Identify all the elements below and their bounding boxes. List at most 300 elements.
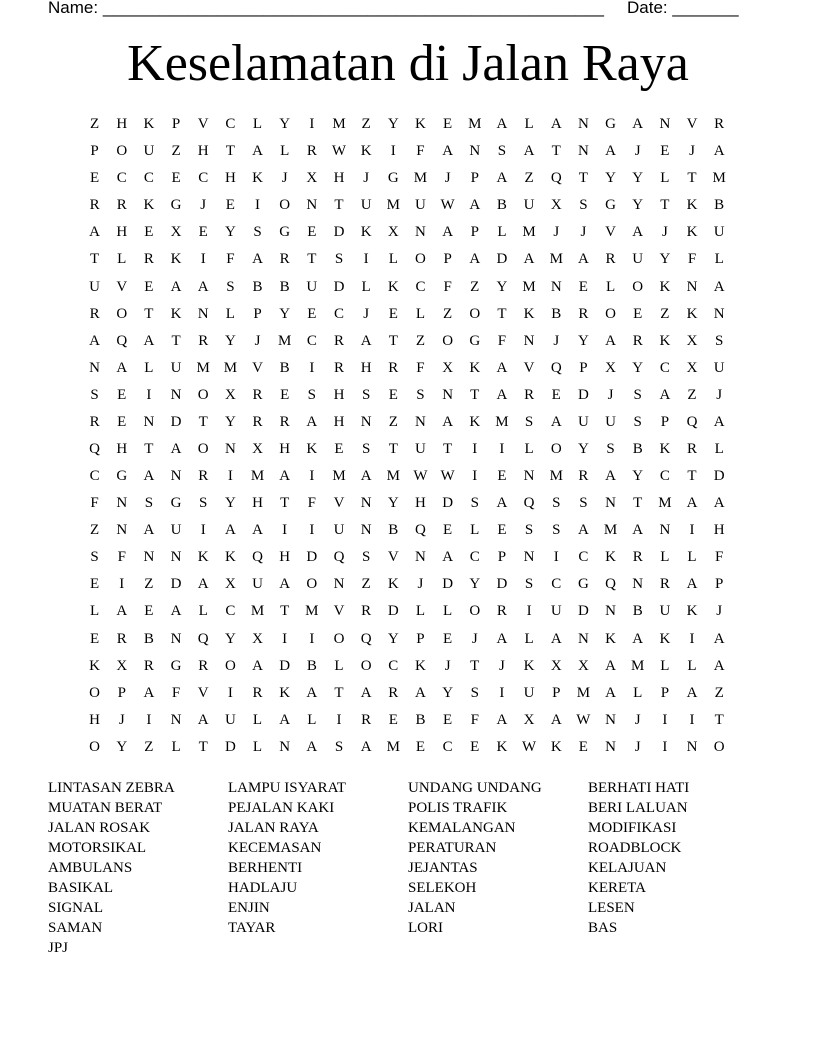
grid-letter: A bbox=[415, 684, 426, 701]
grid-letter: A bbox=[89, 224, 100, 241]
grid-letter: K bbox=[143, 116, 155, 133]
grid-letter: A bbox=[197, 278, 209, 295]
grid-letter: Y bbox=[632, 170, 644, 187]
grid-letter: Z bbox=[388, 413, 398, 430]
grid-letter: J bbox=[444, 657, 451, 674]
grid-letter: R bbox=[361, 711, 372, 728]
grid-letter: J bbox=[281, 170, 288, 187]
grid-letter: J bbox=[553, 332, 560, 349]
worksheet-title: Keselamatan di Jalan Raya bbox=[127, 35, 689, 92]
grid-letter: Z bbox=[415, 332, 426, 349]
grid-letter: I bbox=[336, 711, 342, 728]
grid-letter: R bbox=[116, 630, 127, 647]
grid-letter: E bbox=[443, 116, 453, 133]
grid-letter: J bbox=[716, 603, 723, 620]
grid-letter: R bbox=[388, 359, 399, 376]
word-search-grid bbox=[81, 111, 733, 761]
grid-letter: O bbox=[469, 603, 481, 620]
grid-letter: C bbox=[388, 657, 399, 674]
grid-letter: R bbox=[632, 549, 643, 566]
grid-letter: A bbox=[306, 413, 318, 430]
grid-letter: L bbox=[280, 143, 290, 160]
grid-letter: L bbox=[225, 305, 235, 322]
grid-letter: L bbox=[415, 603, 426, 620]
grid-letter: W bbox=[413, 468, 428, 485]
grid-letter: Y bbox=[279, 305, 291, 322]
grid-letter: Y bbox=[279, 116, 291, 133]
grid-letter: H bbox=[713, 522, 725, 539]
grid-letter: A bbox=[252, 522, 263, 539]
grid-letter: X bbox=[442, 359, 454, 376]
grid-letter: I bbox=[282, 630, 288, 647]
grid-letter: A bbox=[469, 251, 481, 268]
grid-letter: H bbox=[89, 711, 100, 728]
grid-letter: J bbox=[471, 630, 478, 647]
grid-letter: L bbox=[117, 251, 127, 268]
grid-letter: A bbox=[197, 711, 209, 728]
grid-letter: L bbox=[524, 630, 534, 647]
grid-letter: K bbox=[306, 440, 318, 457]
grid-letter: Y bbox=[387, 495, 399, 512]
grid-letter: S bbox=[90, 386, 99, 403]
grid-letter: H bbox=[279, 440, 291, 457]
grid-letter: M bbox=[631, 657, 645, 674]
grid-letter: K bbox=[659, 278, 671, 295]
grid-letter: Q bbox=[252, 549, 263, 566]
grid-letter: I bbox=[499, 440, 505, 457]
grid-letter: A bbox=[170, 603, 182, 620]
grid-letter: S bbox=[307, 386, 316, 403]
grid-letter: A bbox=[605, 657, 616, 674]
grid-letter: A bbox=[632, 522, 644, 539]
grid-letter: E bbox=[551, 386, 561, 403]
grid-letter: O bbox=[279, 197, 291, 214]
grid-letter: R bbox=[89, 197, 100, 214]
grid-letter: E bbox=[443, 522, 453, 539]
grid-letter: A bbox=[605, 143, 616, 160]
grid-letter: K bbox=[496, 738, 508, 755]
grid-letter: U bbox=[252, 576, 263, 593]
grid-letter: O bbox=[116, 143, 128, 160]
grid-letter: A bbox=[550, 711, 562, 728]
word-list-item: JALAN ROSAK bbox=[48, 820, 151, 836]
grid-letter: W bbox=[521, 738, 537, 755]
grid-letter: O bbox=[306, 576, 318, 593]
grid-letter: G bbox=[116, 468, 128, 485]
grid-letter: I bbox=[146, 386, 152, 403]
grid-letter: J bbox=[254, 332, 261, 349]
grid-letter: X bbox=[252, 440, 263, 457]
grid-letter: Z bbox=[470, 278, 480, 295]
grid-letter: C bbox=[116, 170, 127, 187]
grid-letter: A bbox=[442, 549, 454, 566]
grid-letter: T bbox=[388, 332, 398, 349]
grid-letter: Y bbox=[387, 630, 399, 647]
grid-letter: N bbox=[415, 413, 426, 430]
grid-letter: D bbox=[306, 549, 318, 566]
word-list-item: JALAN RAYA bbox=[228, 820, 319, 836]
grid-letter: Z bbox=[89, 116, 100, 133]
grid-letter: A bbox=[224, 522, 236, 539]
grid-letter: D bbox=[496, 576, 508, 593]
grid-letter: X bbox=[387, 224, 399, 241]
grid-letter: I bbox=[309, 522, 315, 539]
grid-letter: W bbox=[331, 143, 347, 160]
grid-letter: R bbox=[605, 251, 616, 268]
grid-letter: N bbox=[116, 522, 128, 539]
grid-letter: A bbox=[360, 468, 372, 485]
grid-letter: K bbox=[279, 684, 291, 701]
grid-letter: C bbox=[143, 170, 154, 187]
grid-letter: M bbox=[522, 278, 536, 295]
grid-letter: K bbox=[415, 116, 426, 133]
grid-letter: K bbox=[143, 197, 155, 214]
grid-letter: B bbox=[415, 711, 426, 728]
grid-letter: N bbox=[577, 116, 589, 133]
grid-letter: K bbox=[415, 657, 426, 674]
grid-letter: Y bbox=[577, 332, 589, 349]
grid-letter: K bbox=[686, 305, 698, 322]
grid-letter: K bbox=[387, 576, 399, 593]
grid-letter: S bbox=[579, 495, 588, 512]
grid-letter: Z bbox=[144, 576, 154, 593]
grid-letter: Z bbox=[714, 684, 724, 701]
grid-letter: R bbox=[89, 413, 100, 430]
word-list-item: PEJALAN KAKI bbox=[228, 800, 335, 816]
grid-letter: R bbox=[279, 413, 290, 430]
grid-letter: K bbox=[523, 657, 535, 674]
grid-letter: D bbox=[333, 278, 345, 295]
grid-letter: U bbox=[713, 224, 725, 241]
grid-letter: R bbox=[632, 332, 643, 349]
grid-letter: T bbox=[687, 468, 697, 485]
grid-letter: A bbox=[605, 684, 616, 701]
grid-letter: X bbox=[605, 359, 616, 376]
grid-letter: B bbox=[252, 278, 263, 295]
grid-letter: N bbox=[143, 549, 155, 566]
name-label: Name: bbox=[48, 0, 99, 17]
grid-letter: A bbox=[116, 603, 128, 620]
grid-letter: N bbox=[605, 495, 616, 512]
grid-letter: S bbox=[90, 549, 99, 566]
name-blank-line: _____________________________________________________ bbox=[102, 0, 604, 17]
grid-letter: A bbox=[632, 116, 644, 133]
grid-letter: M bbox=[250, 603, 265, 620]
grid-letter: A bbox=[659, 386, 671, 403]
grid-letter: K bbox=[659, 332, 671, 349]
grid-letter: A bbox=[279, 576, 291, 593]
word-list-item: BERHATI HATI bbox=[588, 780, 690, 796]
grid-letter: U bbox=[550, 603, 562, 620]
grid-letter: P bbox=[660, 413, 670, 430]
grid-letter: N bbox=[523, 549, 535, 566]
grid-letter: A bbox=[686, 684, 698, 701]
grid-letter: L bbox=[171, 738, 181, 755]
grid-letter: O bbox=[89, 738, 100, 755]
grid-letter: V bbox=[197, 116, 209, 133]
grid-letter: D bbox=[442, 495, 454, 512]
grid-letter: T bbox=[388, 440, 398, 457]
grid-letter: A bbox=[116, 359, 128, 376]
grid-letter: M bbox=[305, 603, 319, 620]
grid-letter: L bbox=[524, 440, 534, 457]
grid-letter: A bbox=[306, 684, 318, 701]
grid-letter: L bbox=[334, 657, 344, 674]
grid-letter: J bbox=[634, 711, 641, 728]
grid-letter: N bbox=[360, 522, 372, 539]
grid-letter: D bbox=[387, 603, 399, 620]
grid-letter: I bbox=[662, 738, 668, 755]
grid-letter: D bbox=[713, 468, 725, 485]
grid-letter: F bbox=[470, 711, 479, 728]
grid-letter: P bbox=[470, 224, 479, 241]
grid-letter: E bbox=[497, 468, 507, 485]
grid-letter: T bbox=[470, 386, 480, 403]
grid-letter: P bbox=[117, 684, 126, 701]
grid-letter: H bbox=[197, 143, 209, 160]
grid-letter: I bbox=[119, 576, 125, 593]
grid-letter: N bbox=[170, 468, 182, 485]
grid-letter: X bbox=[550, 197, 562, 214]
grid-letter: K bbox=[360, 143, 372, 160]
grid-letter: N bbox=[686, 278, 698, 295]
grid-letter: Y bbox=[469, 576, 481, 593]
grid-letter: Q bbox=[550, 170, 562, 187]
grid-letter: P bbox=[90, 143, 99, 160]
grid-letter: A bbox=[143, 522, 155, 539]
grid-letter: G bbox=[605, 116, 616, 133]
grid-letter: E bbox=[578, 278, 588, 295]
grid-letter: X bbox=[306, 170, 318, 187]
grid-letter: G bbox=[577, 576, 589, 593]
grid-letter: N bbox=[279, 738, 291, 755]
grid-letter: R bbox=[89, 305, 100, 322]
grid-letter: L bbox=[198, 603, 208, 620]
grid-letter: Y bbox=[224, 630, 236, 647]
grid-letter: Q bbox=[550, 359, 562, 376]
grid-letter: M bbox=[495, 413, 509, 430]
grid-letter: A bbox=[442, 143, 454, 160]
grid-letter: A bbox=[360, 684, 372, 701]
grid-letter: G bbox=[170, 197, 182, 214]
grid-letter: S bbox=[524, 522, 534, 539]
grid-letter: Y bbox=[116, 738, 128, 755]
grid-letter: A bbox=[713, 657, 725, 674]
grid-letter: R bbox=[659, 576, 670, 593]
grid-letter: F bbox=[307, 495, 316, 512]
word-list-item: BERI LALUAN bbox=[588, 800, 688, 816]
grid-letter: U bbox=[523, 197, 535, 214]
word-list-item: KERETA bbox=[588, 880, 646, 896]
word-list-item: UNDANG UNDANG bbox=[408, 780, 542, 796]
grid-letter: X bbox=[577, 657, 589, 674]
grid-letter: J bbox=[200, 197, 207, 214]
grid-letter: R bbox=[198, 468, 209, 485]
grid-letter: X bbox=[224, 576, 236, 593]
grid-letter: A bbox=[279, 711, 291, 728]
grid-letter: A bbox=[170, 440, 182, 457]
grid-letter: I bbox=[390, 143, 396, 160]
grid-letter: L bbox=[660, 657, 670, 674]
grid-letter: S bbox=[361, 549, 371, 566]
grid-letter: T bbox=[578, 170, 588, 187]
grid-letter: R bbox=[578, 305, 589, 322]
grid-letter: A bbox=[496, 116, 508, 133]
grid-letter: A bbox=[279, 468, 291, 485]
grid-letter: N bbox=[686, 738, 698, 755]
grid-letter: A bbox=[496, 711, 508, 728]
grid-letter: U bbox=[170, 522, 182, 539]
grid-letter: H bbox=[415, 495, 426, 512]
grid-letter: J bbox=[689, 143, 695, 160]
grid-letter: J bbox=[417, 576, 424, 593]
grid-letter: T bbox=[633, 495, 643, 512]
grid-letter: C bbox=[89, 468, 100, 485]
grid-letter: A bbox=[442, 413, 454, 430]
grid-letter: T bbox=[198, 413, 208, 430]
grid-letter: F bbox=[171, 684, 181, 701]
grid-letter: H bbox=[116, 116, 128, 133]
grid-letter: P bbox=[715, 576, 724, 593]
grid-letter: S bbox=[470, 495, 479, 512]
grid-letter: J bbox=[607, 386, 614, 403]
grid-letter: M bbox=[712, 170, 726, 187]
grid-letter: W bbox=[440, 468, 455, 485]
word-list-item: ENJIN bbox=[228, 900, 270, 916]
grid-letter: N bbox=[632, 576, 644, 593]
word-list-item: AMBULANS bbox=[48, 860, 133, 876]
word-list bbox=[48, 778, 768, 958]
grid-letter: M bbox=[223, 359, 238, 376]
grid-letter: K bbox=[686, 197, 698, 214]
grid-letter: G bbox=[387, 170, 399, 187]
grid-letter: A bbox=[577, 251, 589, 268]
grid-letter: A bbox=[496, 630, 508, 647]
grid-letter: B bbox=[306, 657, 317, 674]
grid-letter: M bbox=[603, 522, 618, 539]
word-list-item: MODIFIKASI bbox=[588, 820, 677, 836]
grid-letter: I bbox=[282, 522, 288, 539]
grid-letter: N bbox=[224, 440, 236, 457]
grid-letter: A bbox=[550, 116, 562, 133]
grid-letter: O bbox=[116, 305, 128, 322]
grid-letter: Z bbox=[687, 386, 697, 403]
grid-letter: E bbox=[388, 305, 398, 322]
grid-letter: X bbox=[116, 657, 128, 674]
grid-letter: S bbox=[633, 413, 642, 430]
grid-letter: L bbox=[89, 603, 100, 620]
grid-letter: E bbox=[117, 413, 127, 430]
grid-letter: A bbox=[143, 332, 155, 349]
grid-letter: R bbox=[143, 657, 154, 674]
grid-letter: I bbox=[526, 603, 532, 620]
grid-letter: I bbox=[472, 440, 478, 457]
grid-letter: M bbox=[549, 468, 563, 485]
grid-letter: O bbox=[224, 657, 236, 674]
grid-letter: Y bbox=[387, 116, 399, 133]
grid-letter: K bbox=[605, 630, 616, 647]
grid-letter: K bbox=[170, 251, 182, 268]
grid-letter: Z bbox=[443, 305, 453, 322]
grid-letter: I bbox=[689, 711, 695, 728]
grid-letter: A bbox=[306, 738, 318, 755]
grid-letter: K bbox=[252, 170, 263, 187]
grid-letter: H bbox=[360, 359, 372, 376]
grid-letter: D bbox=[496, 251, 508, 268]
grid-letter: A bbox=[713, 278, 725, 295]
grid-letter: N bbox=[89, 359, 100, 376]
grid-letter: A bbox=[713, 413, 725, 430]
grid-letter: S bbox=[334, 251, 344, 268]
grid-letter: R bbox=[252, 386, 263, 403]
grid-letter: L bbox=[660, 549, 670, 566]
grid-letter: A bbox=[252, 657, 263, 674]
word-list-item: KECEMASAN bbox=[228, 840, 322, 856]
grid-letter: R bbox=[198, 657, 209, 674]
grid-letter: M bbox=[332, 468, 346, 485]
grid-letter: T bbox=[551, 143, 561, 160]
grid-letter: O bbox=[197, 440, 209, 457]
grid-letter: A bbox=[713, 630, 725, 647]
grid-letter: H bbox=[333, 413, 345, 430]
grid-letter: T bbox=[334, 684, 344, 701]
grid-letter: C bbox=[578, 549, 589, 566]
grid-letter: I bbox=[662, 711, 668, 728]
grid-letter: A bbox=[605, 332, 616, 349]
grid-letter: U bbox=[415, 440, 426, 457]
grid-letter: Y bbox=[659, 251, 671, 268]
grid-letter: X bbox=[252, 630, 263, 647]
grid-letter: I bbox=[309, 116, 315, 133]
grid-letter: D bbox=[279, 657, 291, 674]
grid-letter: R bbox=[496, 603, 507, 620]
grid-letter: H bbox=[333, 386, 345, 403]
grid-letter: Q bbox=[89, 440, 100, 457]
grid-letter: D bbox=[170, 576, 182, 593]
word-list-item: LESEN bbox=[588, 900, 635, 916]
grid-letter: M bbox=[196, 359, 210, 376]
grid-letter: E bbox=[225, 197, 235, 214]
grid-letter: F bbox=[715, 549, 724, 566]
grid-letter: R bbox=[524, 386, 535, 403]
grid-letter: G bbox=[605, 197, 616, 214]
grid-letter: R bbox=[388, 684, 399, 701]
grid-letter: B bbox=[279, 359, 290, 376]
grid-letter: L bbox=[388, 251, 398, 268]
grid-letter: Q bbox=[605, 576, 616, 593]
word-list-item: SELEKOH bbox=[408, 880, 477, 896]
grid-letter: N bbox=[659, 522, 671, 539]
grid-letter: E bbox=[171, 170, 181, 187]
grid-letter: F bbox=[497, 332, 507, 349]
grid-letter: O bbox=[197, 386, 209, 403]
grid-letter: P bbox=[579, 359, 588, 376]
grid-letter: O bbox=[333, 630, 345, 647]
grid-letter: Q bbox=[415, 522, 426, 539]
grid-letter: R bbox=[333, 332, 344, 349]
grid-letter: V bbox=[333, 495, 345, 512]
grid-letter: Q bbox=[360, 630, 372, 647]
grid-letter: E bbox=[89, 630, 100, 647]
grid-letter: L bbox=[307, 711, 317, 728]
word-list-item: HADLAJU bbox=[228, 880, 298, 896]
grid-letter: O bbox=[469, 305, 481, 322]
grid-letter: Y bbox=[224, 332, 236, 349]
grid-letter: M bbox=[250, 468, 265, 485]
grid-letter: M bbox=[549, 251, 563, 268]
grid-letter: N bbox=[360, 413, 372, 430]
grid-letter: C bbox=[225, 116, 236, 133]
